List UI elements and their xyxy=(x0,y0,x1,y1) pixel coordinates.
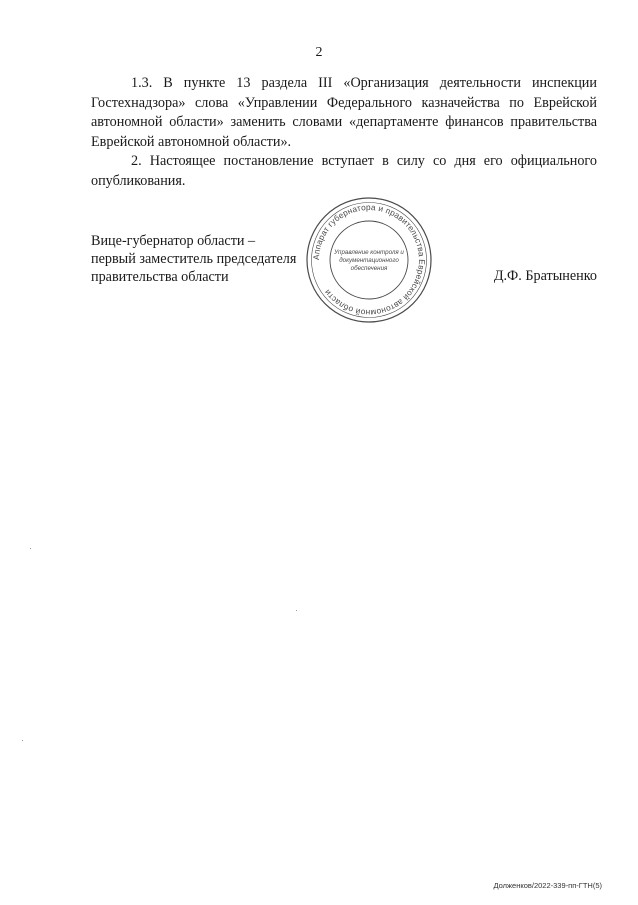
seal-outer-text: Аппарат губернатора и правительства Еврейской автономной области xyxy=(310,201,428,319)
scan-speck xyxy=(30,548,31,549)
signatory-title-line: Вице-губернатор области – xyxy=(91,233,256,249)
paragraph-2: 2. Настоящее постановление вступает в силу со дня его официального опубликования. xyxy=(91,153,597,189)
scan-speck xyxy=(22,740,23,741)
scan-speck xyxy=(296,610,297,611)
signatory-title xyxy=(91,232,296,286)
signatory-title-line: первый заместитель председателя xyxy=(91,251,297,267)
official-seal-stamp xyxy=(305,196,433,324)
seal-inner-line: обеспечения xyxy=(350,265,388,272)
page-number: 2 xyxy=(315,45,323,60)
signatory-title-line: правительства области xyxy=(91,269,229,285)
signatory-name: Д.Ф. Братыненко xyxy=(493,268,597,284)
body-text xyxy=(91,74,597,191)
document-code: Долженков/2022-339-пп-ГТН(5) xyxy=(493,881,602,890)
seal-inner-line: Управление контроля и xyxy=(334,249,404,256)
seal-inner-line: документационного xyxy=(339,257,399,264)
paragraph-1-3: 1.3. В пункте 13 раздела III «Организация деятельности инспекции Гостехнадзора» слова «Управлении Федерального казначейства по Еврейской автономной области» заменить словами «департаменте финансов правительства Еврейской автономной области». xyxy=(91,75,597,150)
